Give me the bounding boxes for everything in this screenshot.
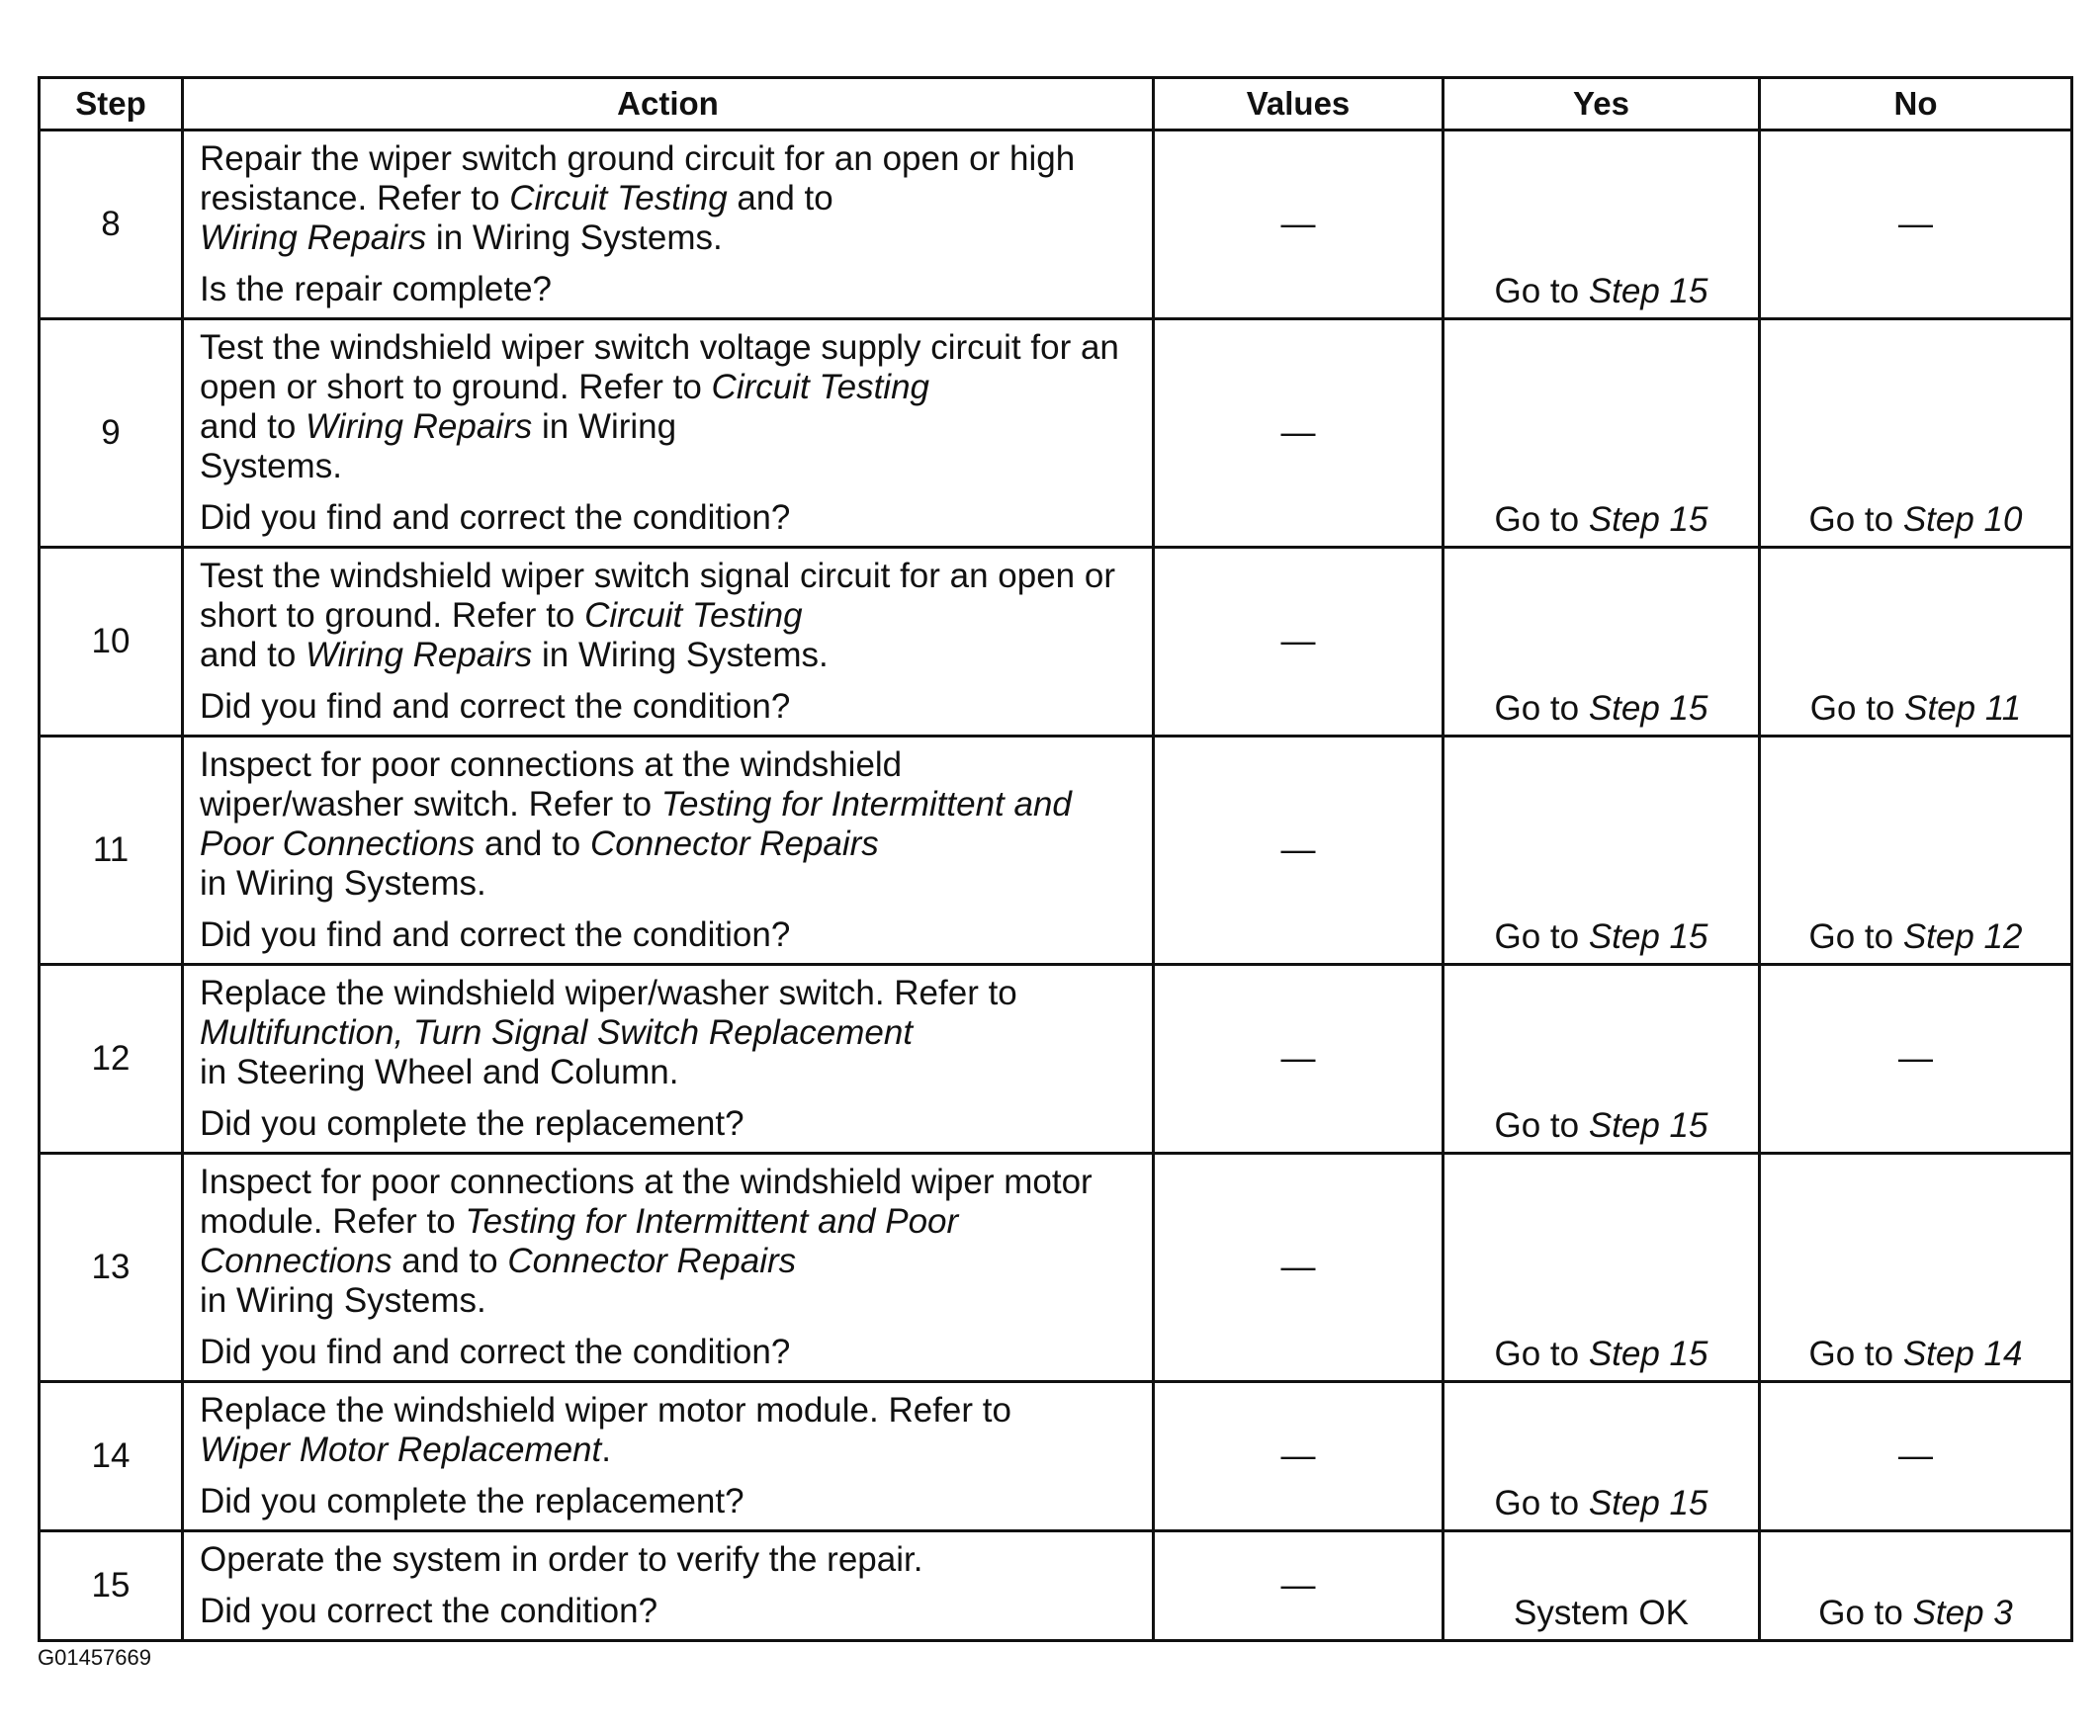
action-question: Did you correct the condition? [200,1592,658,1630]
text-segment: and to [392,1242,508,1280]
no-cell [1760,737,2072,965]
reference-link-text: Connector Repairs [507,1242,797,1280]
yes-cell [1444,1382,1760,1531]
step-number: 13 [40,1154,183,1382]
text-segment: in Wiring Systems. [532,636,829,674]
action-cell [183,319,1154,548]
text-segment: Go to [1494,1484,1589,1522]
values-cell: — [1154,130,1444,319]
yes-cell [1444,737,1760,965]
table-row [40,737,2072,965]
reference-link-text: Connector Repairs [590,825,879,863]
text-segment: Go to [1494,272,1589,310]
action-instructions [200,1391,1138,1470]
values-cell: — [1154,737,1444,965]
action-cell [183,965,1154,1154]
yes-cell [1444,1531,1760,1641]
action-cell [183,1531,1154,1641]
values-cell: — [1154,1531,1444,1641]
text-segment: in Wiring Systems. [426,218,723,257]
reference-link-text: Circuit Testing [509,179,728,217]
table-row [40,130,2072,319]
no-cell [1760,965,2072,1154]
action-question: Did you find and correct the condition? [200,498,791,537]
action-cell [183,130,1154,319]
reference-link-text: Wiper Motor Replacement [200,1431,602,1469]
text-segment: Test the windshield wiper switch voltage supply circuit for an open or short to ground. Refer to [200,328,1129,406]
no-cell [1760,1154,2072,1382]
text-segment: Go to [1494,689,1589,728]
text-segment: Go to [1818,1594,1913,1632]
header-values: Values [1154,78,1444,130]
text-segment: Replace the windshield wiper motor module. Refer to [200,1391,1011,1430]
reference-link-text: Step 15 [1588,1106,1708,1145]
header-action: Action [183,78,1154,130]
action-cell [183,1154,1154,1382]
reference-link-text: Step 15 [1588,1484,1708,1522]
text-segment: in Steering Wheel and Column. [200,1053,679,1091]
text-segment: Go to [1808,917,1903,956]
text-segment: Inspect for poor connections at the windshield wiper/washer switch. Refer to [200,745,903,824]
text-segment: in Wiring Systems. [200,1281,486,1320]
action-instructions [200,974,1138,1092]
text-segment: Repair the wiper switch ground circuit for an open or high resistance. Refer to [200,139,1085,217]
text-segment: Replace the windshield wiper/washer switch. Refer to [200,974,1017,1012]
action-cell [183,1382,1154,1531]
table-body [40,130,2072,1641]
reference-link-text: Testing for Intermittent and Poor Connections [200,1202,968,1280]
no-cell [1760,130,2072,319]
action-question: Did you complete the replacement? [200,1104,744,1143]
text-segment: Go to [1808,1335,1903,1373]
step-number: 8 [40,130,183,319]
action-question: Did you find and correct the condition? [200,1333,791,1371]
reference-link-text: Step 3 [1912,1594,2013,1632]
reference-link-text: Step 15 [1588,917,1708,956]
action-question: Did you complete the replacement? [200,1482,744,1520]
reference-link-text: Step 12 [1902,917,2023,956]
action-instructions [200,328,1138,486]
text-segment: . [601,1431,611,1469]
reference-link-text: Circuit Testing [711,368,930,406]
reference-link-text: Wiring Repairs [200,218,427,257]
yes-cell [1444,965,1760,1154]
reference-link-text: Step 15 [1588,689,1708,728]
text-segment: Go to [1494,1335,1589,1373]
action-instructions [200,1163,1138,1321]
figure-id: G01457669 [38,1645,151,1670]
reference-link-text: Step 14 [1902,1335,2023,1373]
action-question: Is the repair complete? [200,270,553,308]
action-cell [183,548,1154,737]
reference-link-text: Step 10 [1902,500,2023,539]
text-segment: and to [200,636,297,674]
action-instructions [200,745,1138,904]
header-step: Step [40,78,183,130]
step-number: 9 [40,319,183,548]
reference-link-text: Wiring Repairs [306,636,533,674]
yes-cell [1444,548,1760,737]
header-no: No [1760,78,2072,130]
text-segment: and to [737,179,833,217]
text-segment: — [1898,1436,1933,1475]
no-cell [1760,548,2072,737]
step-number: 11 [40,737,183,965]
table-row [40,548,2072,737]
yes-cell [1444,1154,1760,1382]
values-cell: — [1154,1154,1444,1382]
no-cell [1760,319,2072,548]
diagnostic-table [38,76,2073,1642]
action-instructions [200,139,1138,258]
reference-link-text: Wiring Repairs [306,407,533,446]
reference-link-text: Step 15 [1588,500,1708,539]
action-instructions [200,557,1138,675]
reference-link-text: Step 15 [1588,272,1708,310]
text-segment: System OK [1514,1594,1689,1632]
text-segment: Operate the system in order to verify the repair. [200,1540,923,1579]
yes-cell [1444,319,1760,548]
reference-link-text: Circuit Testing [584,596,803,635]
action-question: Did you find and correct the condition? [200,915,791,954]
reference-link-text: Step 11 [1904,689,2022,728]
header-yes: Yes [1444,78,1760,130]
action-instructions [200,1540,1138,1580]
text-segment: Go to [1494,500,1589,539]
values-cell: — [1154,548,1444,737]
table-row [40,965,2072,1154]
step-number: 15 [40,1531,183,1641]
header-row [40,78,2072,130]
values-cell: — [1154,1382,1444,1531]
action-question: Did you find and correct the condition? [200,687,791,726]
text-segment: Inspect for poor connections at the windshield wiper motor module. Refer to [200,1163,1102,1241]
values-cell: — [1154,965,1444,1154]
text-segment: Go to [1494,1106,1589,1145]
no-cell [1760,1382,2072,1531]
text-segment: and to [200,407,297,446]
reference-link-text: Multifunction, Turn Signal Switch Replacement [200,1013,914,1052]
text-segment: Go to [1808,500,1903,539]
table-row [40,1531,2072,1641]
action-cell [183,737,1154,965]
text-segment: Go to [1809,689,1905,728]
text-segment: Test the windshield wiper switch signal circuit for an open or short to ground. Refer to [200,557,1125,635]
text-segment: Go to [1494,917,1589,956]
text-segment: and to [475,825,590,863]
reference-link-text: Step 15 [1588,1335,1708,1373]
text-segment: — [1898,205,1933,243]
text-segment: — [1898,1039,1933,1078]
step-number: 10 [40,548,183,737]
step-number: 14 [40,1382,183,1531]
step-number: 12 [40,965,183,1154]
text-segment: in Wiring Systems. [200,864,486,903]
table-row [40,1382,2072,1531]
table-row [40,1154,2072,1382]
text-segment: in Wiring Systems. [200,407,677,485]
reference-link-text: Testing for Intermittent and Poor Connections [200,785,1082,863]
yes-cell [1444,130,1760,319]
no-cell [1760,1531,2072,1641]
values-cell: — [1154,319,1444,548]
table-row [40,319,2072,548]
